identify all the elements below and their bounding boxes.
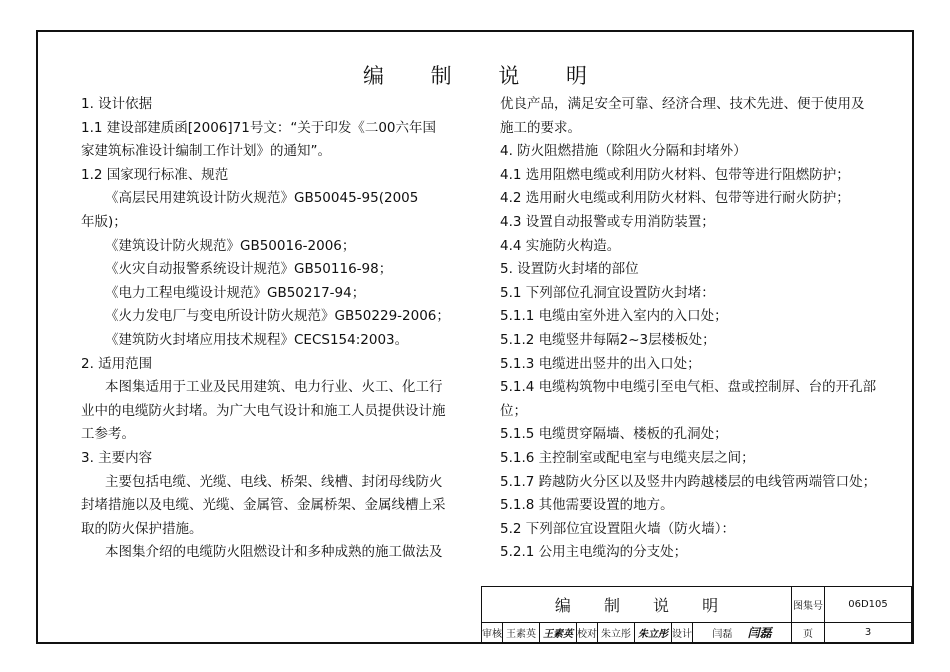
text-line: 优良产品，满足安全可靠、经济合理、技术先进、便于使用及 — [500, 96, 865, 112]
page-label: 页 — [792, 623, 825, 643]
designer-cell — [693, 623, 792, 643]
proof-label: 校对 — [577, 623, 598, 643]
section-heading: 2. 适用范围 — [81, 355, 153, 372]
text-line: 5.1.5 电缆贯穿隔墙、楼板的孔洞处； — [500, 426, 728, 443]
section-heading: 1. 设计依据 — [81, 96, 153, 112]
subsection-heading: 1.2 国家现行标准、规范 — [81, 166, 229, 183]
proofer-signature: 朱立彤 — [635, 623, 672, 643]
text-line: 本图集适用于工业及民用建筑、电力行业、火工、化工行 — [105, 379, 443, 396]
reviewer-name: 王素英 — [503, 623, 540, 643]
text-line: 位； — [500, 402, 527, 419]
text-line: 5.1.8 其他需要设置的地方。 — [500, 497, 674, 514]
text-line: 5.2 下列部位宜设置阻火墙（防火墙）： — [500, 520, 736, 537]
review-label: 审核 — [482, 623, 503, 643]
design-label: 设计 — [672, 623, 693, 643]
section-heading: 4. 防火阻燃措施（除阻火分隔和封堵外） — [500, 143, 747, 160]
text-line: 4.4 实施防火构造。 — [500, 237, 621, 254]
atlas-no: 06D105 — [825, 587, 912, 623]
text-line: 5.1 下列部位孔洞宜设置防火封堵： — [500, 284, 715, 301]
reviewer-signature: 王素英 — [540, 623, 577, 643]
title-block — [481, 586, 912, 643]
text-line: 5.1.7 跨越防火分区以及竖井内跨越楼层的电线管两端管口处； — [500, 473, 877, 490]
text-line: 主要包括电缆、光缆、电线、桥架、线槽、封闭母线防火 — [105, 473, 443, 490]
page-title: 编 制 说 明 — [362, 64, 608, 88]
section-heading: 5. 设置防火封堵的部位 — [500, 261, 639, 278]
standard-item: 《火灾自动报警系统设计规范》GB50116-98； — [105, 261, 393, 278]
text-line: 年版)； — [81, 213, 127, 230]
text-line: 1.1 建设部建质函[2006]71号文：“关于印发《二00六年国 — [81, 119, 437, 136]
standard-item: 《电力工程电缆设计规范》GB50217-94； — [105, 284, 366, 301]
text-line: 5.1.4 电缆构筑物中电缆引至电气柜、盘或控制屏、台的开孔部 — [500, 379, 877, 396]
proofer-name: 朱立彤 — [598, 623, 635, 643]
standard-item: 《火力发电厂与变电所设计防火规范》GB50229-2006； — [105, 308, 450, 325]
text-line: 业中的电缆防火封堵。为广大电气设计和施工人员提供设计施 — [81, 402, 446, 419]
designer-name: 闫磊 — [712, 629, 733, 640]
text-line: 封堵措施以及电缆、光缆、金属管、金属桥架、金属线槽上采 — [81, 497, 446, 514]
text-line: 施工的要求。 — [500, 119, 581, 136]
text-line: 4.3 设置自动报警或专用消防装置； — [500, 213, 715, 230]
standard-item: 《建筑防火封堵应用技术规程》CECS154:2003。 — [105, 331, 409, 348]
text-line: 4.2 选用耐火电缆或利用防火材料、包带等进行耐火防护； — [500, 190, 850, 207]
designer-signature: 闫磊 — [747, 626, 772, 640]
standard-item: 《高层民用建筑设计防火规范》GB50045-95(2005 — [105, 190, 419, 207]
left-column — [81, 93, 481, 565]
text-line: 5.1.1 电缆由室外进入室内的入口处； — [500, 308, 728, 325]
text-line: 5.1.3 电缆进出竖井的出入口处； — [500, 355, 701, 372]
text-line: 4.1 选用阻燃电缆或利用防火材料、包带等进行阻燃防护； — [500, 166, 850, 183]
text-line: 家建筑标准设计编制工作计划》的通知”。 — [81, 143, 331, 160]
atlas-no-label: 图集号 — [792, 587, 825, 623]
text-line: 本图集介绍的电缆防火阻燃设计和多种成熟的施工做法及 — [105, 544, 443, 561]
standard-item: 《建筑设计防火规范》GB50016-2006； — [105, 237, 356, 254]
page-number: 3 — [825, 623, 912, 643]
text-line: 取的防火保护措施。 — [81, 520, 203, 537]
section-heading: 3. 主要内容 — [81, 449, 153, 466]
right-column — [500, 93, 905, 565]
title-block-title: 编 制 说 明 — [482, 587, 792, 623]
text-line: 工参考。 — [81, 426, 135, 443]
text-line: 5.1.6 主控制室或配电室与电缆夹层之间； — [500, 449, 755, 466]
text-line: 5.1.2 电缆竖井每隔2~3层楼板处； — [500, 331, 716, 348]
text-line: 5.2.1 公用主电缆沟的分支处； — [500, 544, 688, 561]
